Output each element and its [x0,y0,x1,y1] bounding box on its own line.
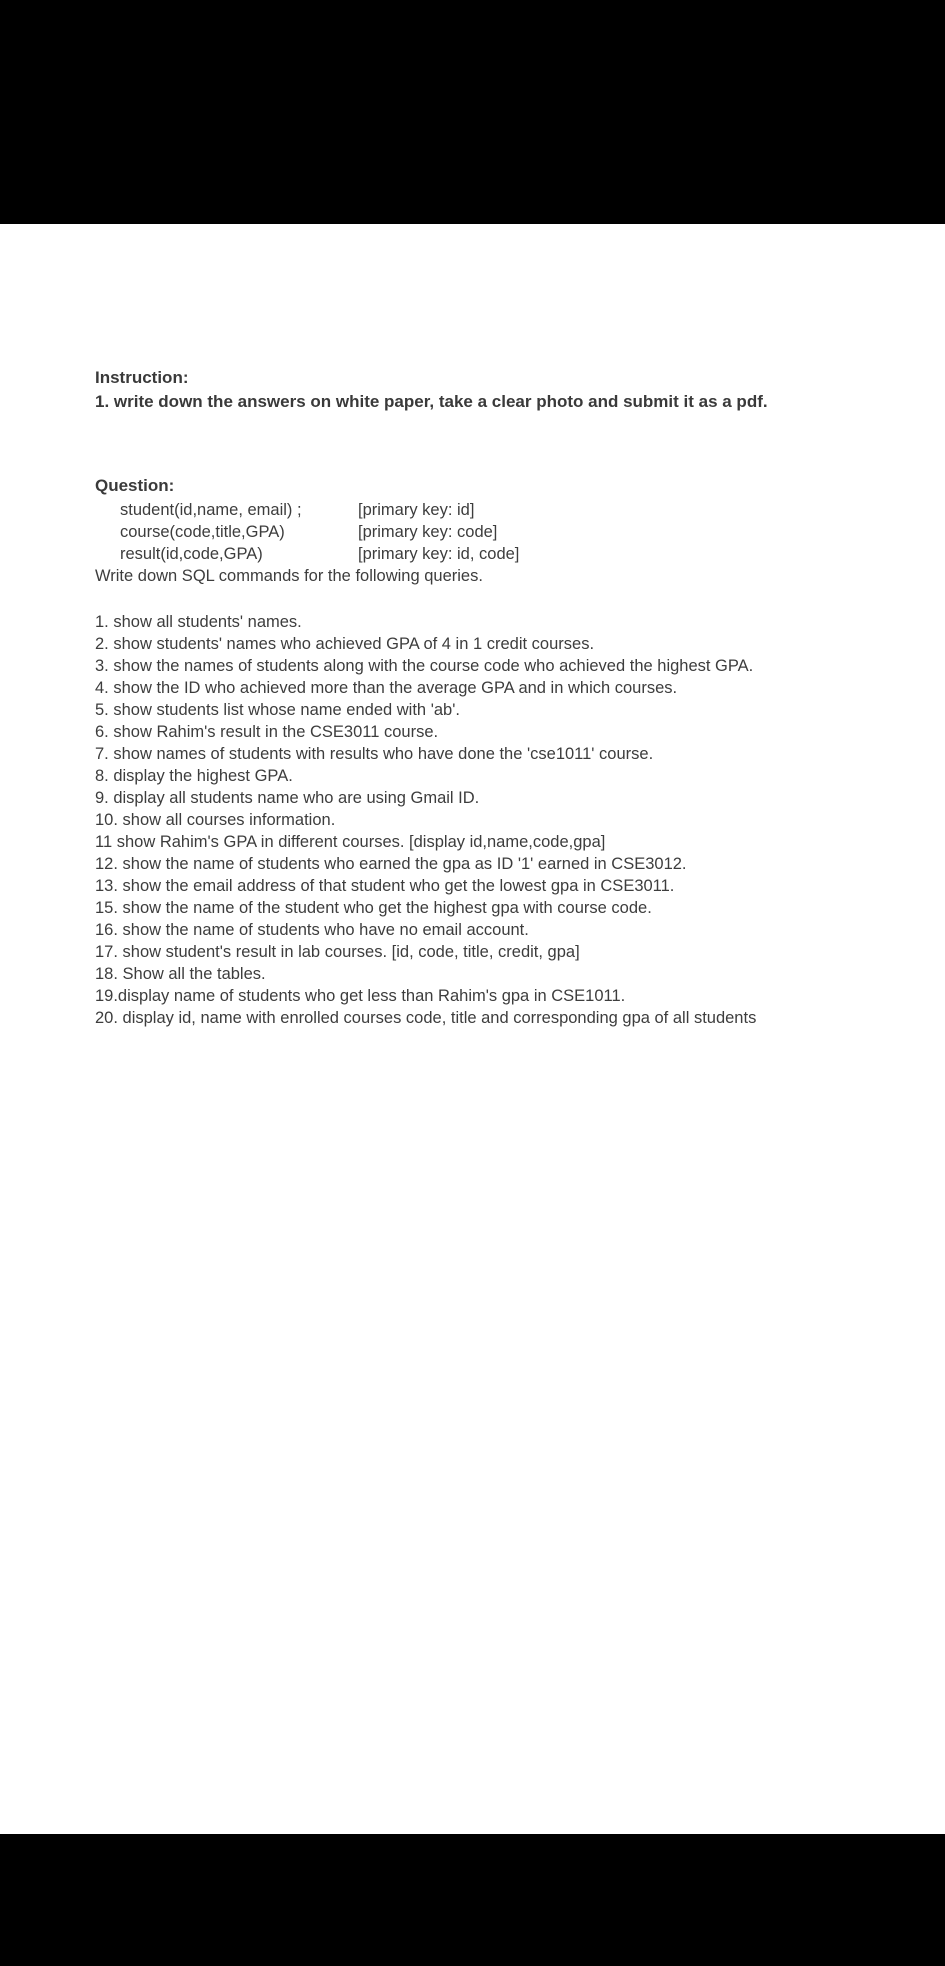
schema-student: student(id,name, email) ; [120,501,302,519]
query-item: 4. show the ID who achieved more than the average GPA and in which courses. [95,679,678,697]
bottom-black-bar [0,1834,945,1966]
query-item: 10. show all courses information. [95,811,336,829]
query-item: 17. show student's result in lab courses. [id, code, title, credit, gpa] [95,943,580,961]
query-item: 20. display id, name with enrolled courses code, title and corresponding gpa of all students [95,1009,757,1027]
instruction-text: 1. write down the answers on white paper, take a clear photo and submit it as a pdf. [95,392,768,411]
query-item: 16. show the name of students who have no email account. [95,921,529,939]
query-item: 9. display all students name who are using Gmail ID. [95,789,480,807]
question-heading: Question: [95,476,175,495]
query-item: 19.display name of students who get less than Rahim's gpa in CSE1011. [95,987,626,1005]
query-item: 11 show Rahim's GPA in different courses. [display id,name,code,gpa] [95,833,606,851]
query-item: 12. show the name of students who earned the gpa as ID '1' earned in CSE3012. [95,855,687,873]
query-item: 6. show Rahim's result in the CSE3011 course. [95,723,439,741]
question-prompt: Write down SQL commands for the following queries. [95,567,483,585]
query-item: 18. Show all the tables. [95,965,266,983]
schema-result-key: [primary key: id, code] [358,545,520,563]
query-item: 5. show students list whose name ended with 'ab'. [95,701,460,719]
top-black-bar [0,0,945,224]
query-item: 13. show the email address of that student who get the lowest gpa in CSE3011. [95,877,675,895]
query-item: 1. show all students' names. [95,613,302,631]
schema-student-key: [primary key: id] [358,501,475,519]
query-item: 3. show the names of students along with the course code who achieved the highest GPA. [95,657,754,675]
query-item: 8. display the highest GPA. [95,767,293,785]
schema-result: result(id,code,GPA) [120,545,263,563]
document-page [0,224,945,1834]
query-item: 2. show students' names who achieved GPA of 4 in 1 credit courses. [95,635,595,653]
schema-course-key: [primary key: code] [358,523,498,541]
instruction-heading: Instruction: [95,368,189,387]
query-item: 7. show names of students with results who have done the 'cse1011' course. [95,745,654,763]
schema-course: course(code,title,GPA) [120,523,285,541]
query-item: 15. show the name of the student who get the highest gpa with course code. [95,899,652,917]
